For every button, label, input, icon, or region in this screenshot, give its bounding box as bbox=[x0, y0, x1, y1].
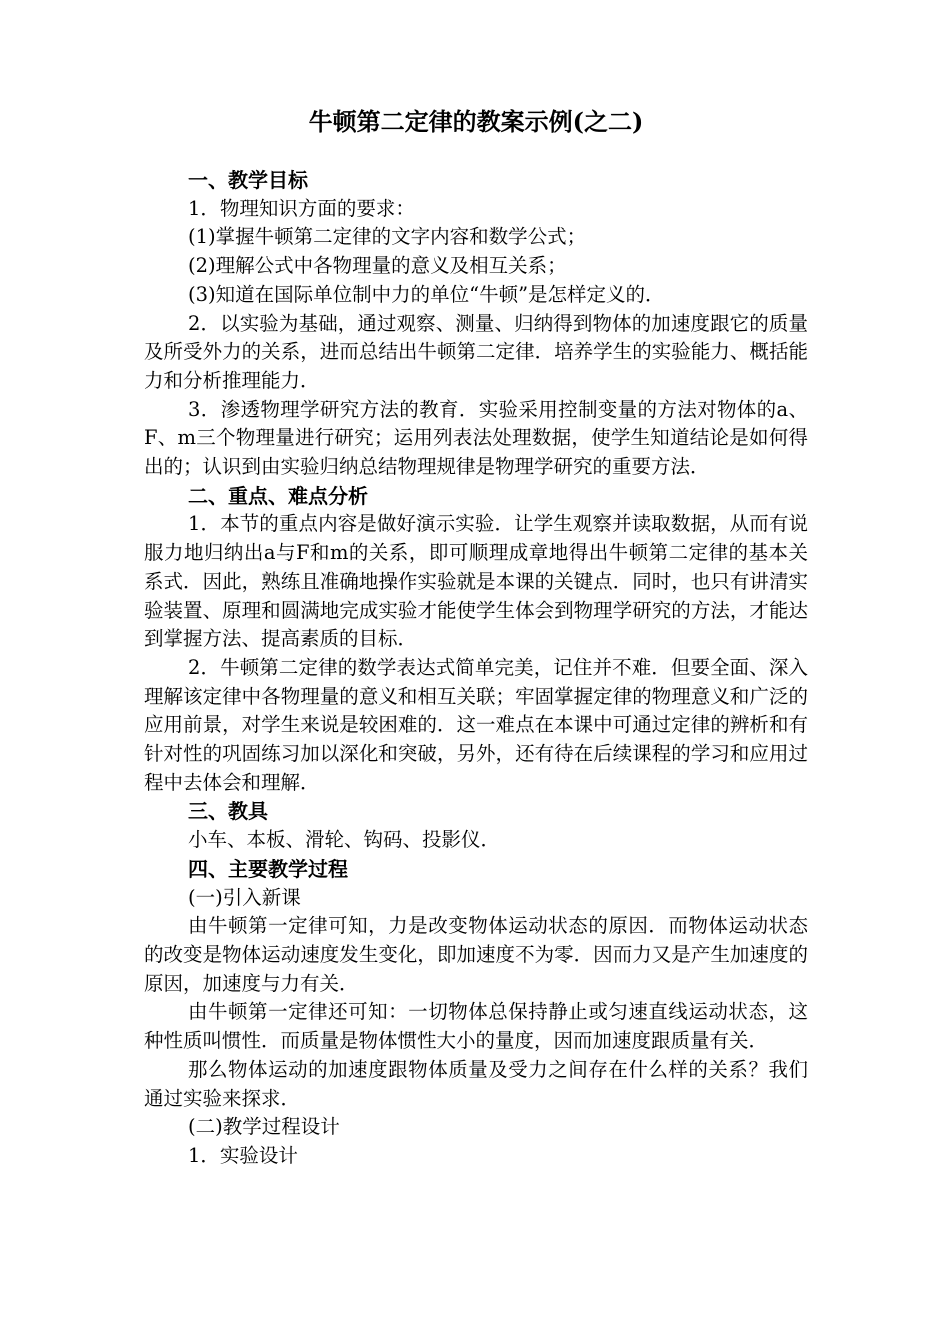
section-teaching-process bbox=[144, 855, 808, 1171]
section-teaching-goals bbox=[144, 166, 808, 482]
paragraph: 那么物体运动的加速度跟物体质量及受力之间存在什么样的关系？我们通过实验来探求． bbox=[144, 1057, 808, 1110]
paragraph: (一)引入新课 bbox=[188, 885, 301, 909]
paragraph: 由牛顿第一定律可知，力是改变物体运动状态的原因．而物体运动状态的改变是物体运动速度发生变化，即加速度不为零．因而力又是产生加速度的原因，加速度与力有关． bbox=[144, 914, 808, 995]
paragraph: (2)理解公式中各物理量的意义及相互关系； bbox=[188, 254, 567, 278]
section-heading: 二、重点、难点分析 bbox=[188, 483, 368, 508]
paragraph: 3．渗透物理学研究方法的教育．实验采用控制变量的方法对物体的a、F、m三个物理量进行研究；运用列表法处理数据，使学生知道结论是如何得出的；认识到由实验归纳总结物理规律是物理学研究的重要方法． bbox=[144, 397, 808, 479]
paragraph: 1．实验设计 bbox=[188, 1143, 298, 1167]
paragraph: (3)知道在国际单位制中力的单位“牛顿”是怎样定义的． bbox=[188, 282, 665, 306]
paragraph: 2．牛顿第二定律的数学表达式简单完美，记住并不难．但要全面、深入理解该定律中各物理量的意义和相互关联；牢固掌握定律的物理意义和广泛的应用前景，对学生来说是较困难的．这一难点在本课中可通过定律的辨析和有针对性的巩固练习加以深化和突破，另外，还有待在后续课程的学习和应用过程中去体会和理解． bbox=[144, 655, 808, 794]
section-heading: 一、教学目标 bbox=[188, 168, 308, 192]
document-page bbox=[144, 100, 808, 1171]
paragraph: 1．物理知识方面的要求： bbox=[188, 196, 415, 220]
section-heading: 三、教具 bbox=[188, 799, 268, 824]
section-teaching-tools bbox=[144, 797, 808, 854]
paragraph: 1．本节的重点内容是做好演示实验．让学生观察并读取数据，从而有说服力地归纳出a与F和m的关系，即可顺理成章地得出牛顿第二定律的基本关系式．因此，熟练且准确地操作实验就是本课的关键点．同时，也只有讲清实验装置、原理和圆满地完成实验才能使学生体会到物理学研究的方法，才能达到掌握方法、提高素质的目标． bbox=[144, 512, 808, 651]
section-key-points bbox=[144, 482, 808, 798]
paragraph: 小车、本板、滑轮、钩码、投影仪． bbox=[188, 828, 501, 852]
paragraph: (二)教学过程设计 bbox=[188, 1115, 340, 1139]
paragraph: 由牛顿第一定律还可知：一切物体总保持静止或匀速直线运动状态，这种性质叫惯性．而质量是物体惯性大小的量度，因而加速度跟质量有关． bbox=[144, 1000, 808, 1053]
paragraph: (1)掌握牛顿第二定律的文字内容和数学公式； bbox=[188, 225, 587, 249]
document-title: 牛顿第二定律的教案示例(之二) bbox=[308, 107, 644, 136]
paragraph: 2．以实验为基础，通过观察、测量、归纳得到物体的加速度跟它的质量及所受外力的关系，进而总结出牛顿第二定律．培养学生的实验能力、概括能力和分析推理能力． bbox=[144, 311, 808, 392]
section-heading: 四、主要教学过程 bbox=[188, 856, 348, 881]
